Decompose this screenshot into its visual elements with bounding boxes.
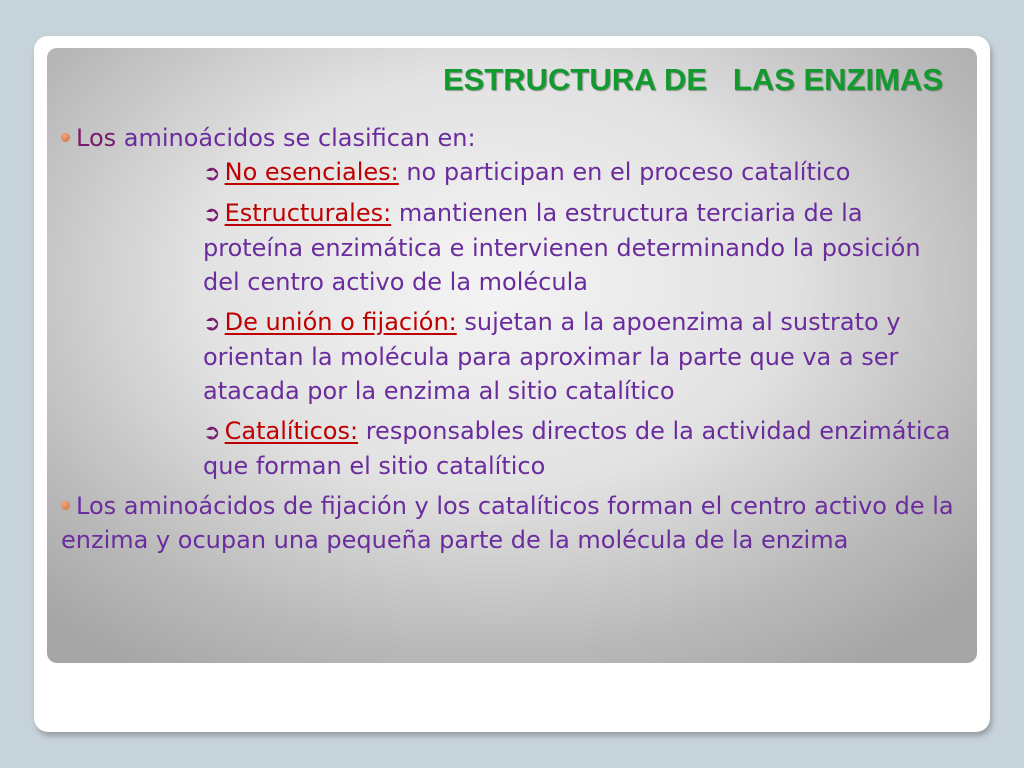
category-description: no participan en el proceso catalítico (398, 158, 851, 186)
slide-title: ESTRUCTURA DE LAS ENZIMAS (442, 62, 943, 97)
category-description: sujetan a la apoenzima al (456, 308, 773, 336)
category-description-continued: la proteína enzimática e intervienen determinando la posición del centro activo de la molécula (203, 199, 921, 296)
category-term: Estructurales: (224, 199, 392, 227)
bullet-dot-icon (61, 133, 70, 142)
arrow-right-icon: ➲ (203, 202, 221, 226)
category-description: responsables directos de la actividad (358, 417, 812, 445)
category-description-continued: sustrato y orientan la molécula para aproximar la parte que va a ser atacada por la enzima al sitio catalítico (203, 308, 901, 405)
intro-bullet (61, 121, 961, 155)
category-description: mantienen la estructura terciaria de (391, 199, 834, 227)
arrow-right-icon: ➲ (203, 161, 221, 185)
category-item (61, 196, 961, 299)
slide-content (61, 121, 961, 557)
intro-text: aminoácidos se clasifican en: (116, 124, 476, 152)
arrow-right-icon: ➲ (203, 311, 221, 335)
arrow-right-icon: ➲ (203, 420, 221, 444)
category-list (61, 155, 961, 483)
closing-text: Los aminoácidos de fijación y los catalíticos forman el centro activo de la enzima y ocupan una pequeña parte de la molécula de la enzima (61, 492, 954, 554)
category-term: De unión o fijación: (224, 308, 457, 336)
category-description-continued: enzimática que forman el sitio catalítico (203, 417, 951, 480)
category-term: Catalíticos: (224, 417, 359, 445)
bullet-dot-icon (61, 501, 70, 510)
closing-bullet (61, 489, 961, 557)
category-item (61, 305, 961, 408)
intro-lead: Los (76, 124, 117, 152)
category-item (61, 155, 961, 190)
category-item (61, 414, 961, 483)
category-term: No esenciales: (224, 158, 399, 186)
